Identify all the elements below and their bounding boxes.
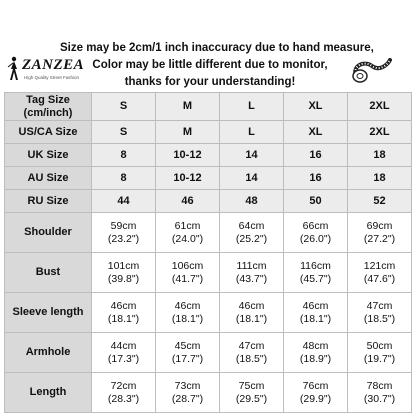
inch-value: (29.5")	[235, 392, 268, 405]
measurement-cell	[348, 293, 412, 333]
inch-value: (25.2")	[235, 232, 268, 245]
measurement-cell	[284, 293, 348, 333]
measurement-row	[5, 333, 412, 373]
inch-value: (24.0")	[171, 232, 204, 245]
measurement-row	[5, 293, 412, 333]
measurement-cell	[92, 213, 156, 253]
measurement-cell	[220, 213, 284, 253]
measurement-cell	[220, 293, 284, 333]
size-cell: 8	[92, 144, 156, 167]
measurement-cell	[220, 253, 284, 293]
size-cell: XL	[284, 93, 348, 121]
measurement-cell	[92, 333, 156, 373]
inch-value: (17.7")	[171, 352, 204, 365]
brand-tagline: High Quality Street Fashion	[24, 75, 80, 80]
cm-value: 48cm	[302, 339, 329, 352]
measurement-cell	[284, 253, 348, 293]
cm-value: 69cm	[366, 219, 393, 232]
measurement-cell	[92, 373, 156, 413]
size-cell: 50	[284, 190, 348, 213]
inch-value: (27.2")	[363, 232, 396, 245]
cm-value: 44cm	[110, 339, 137, 352]
cm-value: 50cm	[366, 339, 393, 352]
measuring-tape-icon	[350, 56, 392, 86]
measurement-row	[5, 373, 412, 413]
measurement-cell	[156, 293, 220, 333]
row-label: US/CA Size	[5, 121, 92, 144]
size-row	[5, 167, 412, 190]
row-label: Length	[5, 373, 92, 413]
fashion-figure-icon	[6, 56, 22, 82]
size-cell: 14	[220, 167, 284, 190]
size-cell: S	[92, 93, 156, 121]
cm-value: 72cm	[110, 379, 137, 392]
cm-value: 47cm	[238, 339, 265, 352]
size-cell: 14	[220, 144, 284, 167]
cm-value: 121cm	[363, 259, 396, 272]
measurement-cell	[284, 373, 348, 413]
size-cell: 48	[220, 190, 284, 213]
row-label: AU Size	[5, 167, 92, 190]
size-cell: L	[220, 93, 284, 121]
inch-value: (39.8")	[107, 272, 140, 285]
inch-value: (41.7")	[171, 272, 204, 285]
measurement-cell	[156, 253, 220, 293]
cm-value: 46cm	[110, 299, 137, 312]
inch-value: (18.1")	[107, 312, 140, 325]
inch-value: (28.7")	[171, 392, 204, 405]
size-cell: 16	[284, 144, 348, 167]
cm-value: 61cm	[174, 219, 201, 232]
cm-value: 47cm	[366, 299, 393, 312]
cm-value: 101cm	[107, 259, 140, 272]
size-cell: M	[156, 121, 220, 144]
size-cell: 18	[348, 167, 412, 190]
cm-value: 76cm	[302, 379, 329, 392]
inch-value: (18.9")	[299, 352, 332, 365]
size-row	[5, 190, 412, 213]
inch-value: (18.5")	[363, 312, 396, 325]
size-row	[5, 144, 412, 167]
cm-value: 66cm	[302, 219, 329, 232]
size-cell: 16	[284, 167, 348, 190]
measurement-cell	[284, 333, 348, 373]
inch-value: (18.1")	[171, 312, 204, 325]
measurement-cell	[156, 373, 220, 413]
measurement-cell	[156, 213, 220, 253]
measurement-row	[5, 213, 412, 253]
size-notes	[60, 40, 374, 91]
size-chart-table	[4, 92, 412, 413]
brand-name: ZANZEA	[22, 57, 85, 73]
note-line: thanks for your understanding!	[124, 76, 296, 88]
size-cell: 2XL	[348, 93, 412, 121]
cm-value: 59cm	[110, 219, 137, 232]
size-cell: 46	[156, 190, 220, 213]
inch-value: (18.1")	[299, 312, 332, 325]
measurement-cell	[220, 373, 284, 413]
row-label: Sleeve length	[5, 293, 92, 333]
size-cell: M	[156, 93, 220, 121]
inch-value: (26.0")	[299, 232, 332, 245]
row-label: UK Size	[5, 144, 92, 167]
size-chart-body	[5, 93, 412, 413]
row-label: RU Size	[5, 190, 92, 213]
cm-value: 78cm	[366, 379, 393, 392]
size-cell: 18	[348, 144, 412, 167]
inch-value: (17.3")	[107, 352, 140, 365]
note-line: Size may be 2cm/1 inch inaccuracy due to hand measure,	[60, 42, 374, 54]
inch-value: (23.2")	[107, 232, 140, 245]
inch-value: (19.7")	[363, 352, 396, 365]
size-cell: 44	[92, 190, 156, 213]
size-cell: 8	[92, 167, 156, 190]
inch-value: (18.5")	[235, 352, 268, 365]
measurement-cell	[92, 293, 156, 333]
measurement-cell	[156, 333, 220, 373]
size-row	[5, 93, 412, 121]
inch-value: (28.3")	[107, 392, 140, 405]
size-cell: 2XL	[348, 121, 412, 144]
row-label: Tag Size (cm/inch)	[5, 93, 92, 121]
measurement-cell	[348, 213, 412, 253]
size-cell: 10-12	[156, 167, 220, 190]
row-label: Shoulder	[5, 213, 92, 253]
inch-value: (29.9")	[299, 392, 332, 405]
cm-value: 73cm	[174, 379, 201, 392]
header	[0, 0, 416, 92]
cm-value: 46cm	[238, 299, 265, 312]
cm-value: 46cm	[302, 299, 329, 312]
cm-value: 46cm	[174, 299, 201, 312]
measurement-cell	[348, 333, 412, 373]
size-row	[5, 121, 412, 144]
size-cell: L	[220, 121, 284, 144]
cm-value: 45cm	[174, 339, 201, 352]
inch-value: (47.6")	[363, 272, 396, 285]
cm-value: 75cm	[238, 379, 265, 392]
size-cell: 52	[348, 190, 412, 213]
measurement-cell	[284, 213, 348, 253]
cm-value: 106cm	[171, 259, 204, 272]
row-label: Armhole	[5, 333, 92, 373]
measurement-cell	[348, 253, 412, 293]
size-cell: S	[92, 121, 156, 144]
cm-value: 116cm	[300, 259, 331, 272]
note-line: Color may be little different due to monitor,	[92, 59, 328, 71]
row-label: Bust	[5, 253, 92, 293]
size-cell: 10-12	[156, 144, 220, 167]
inch-value: (30.7")	[363, 392, 396, 405]
measurement-cell	[92, 253, 156, 293]
measurement-cell	[220, 333, 284, 373]
measurement-row	[5, 253, 412, 293]
inch-value: (18.1")	[235, 312, 268, 325]
size-cell: XL	[284, 121, 348, 144]
inch-value: (43.7")	[235, 272, 268, 285]
cm-value: 111cm	[236, 259, 267, 272]
cm-value: 64cm	[238, 219, 265, 232]
inch-value: (45.7")	[299, 272, 332, 285]
measurement-cell	[348, 373, 412, 413]
